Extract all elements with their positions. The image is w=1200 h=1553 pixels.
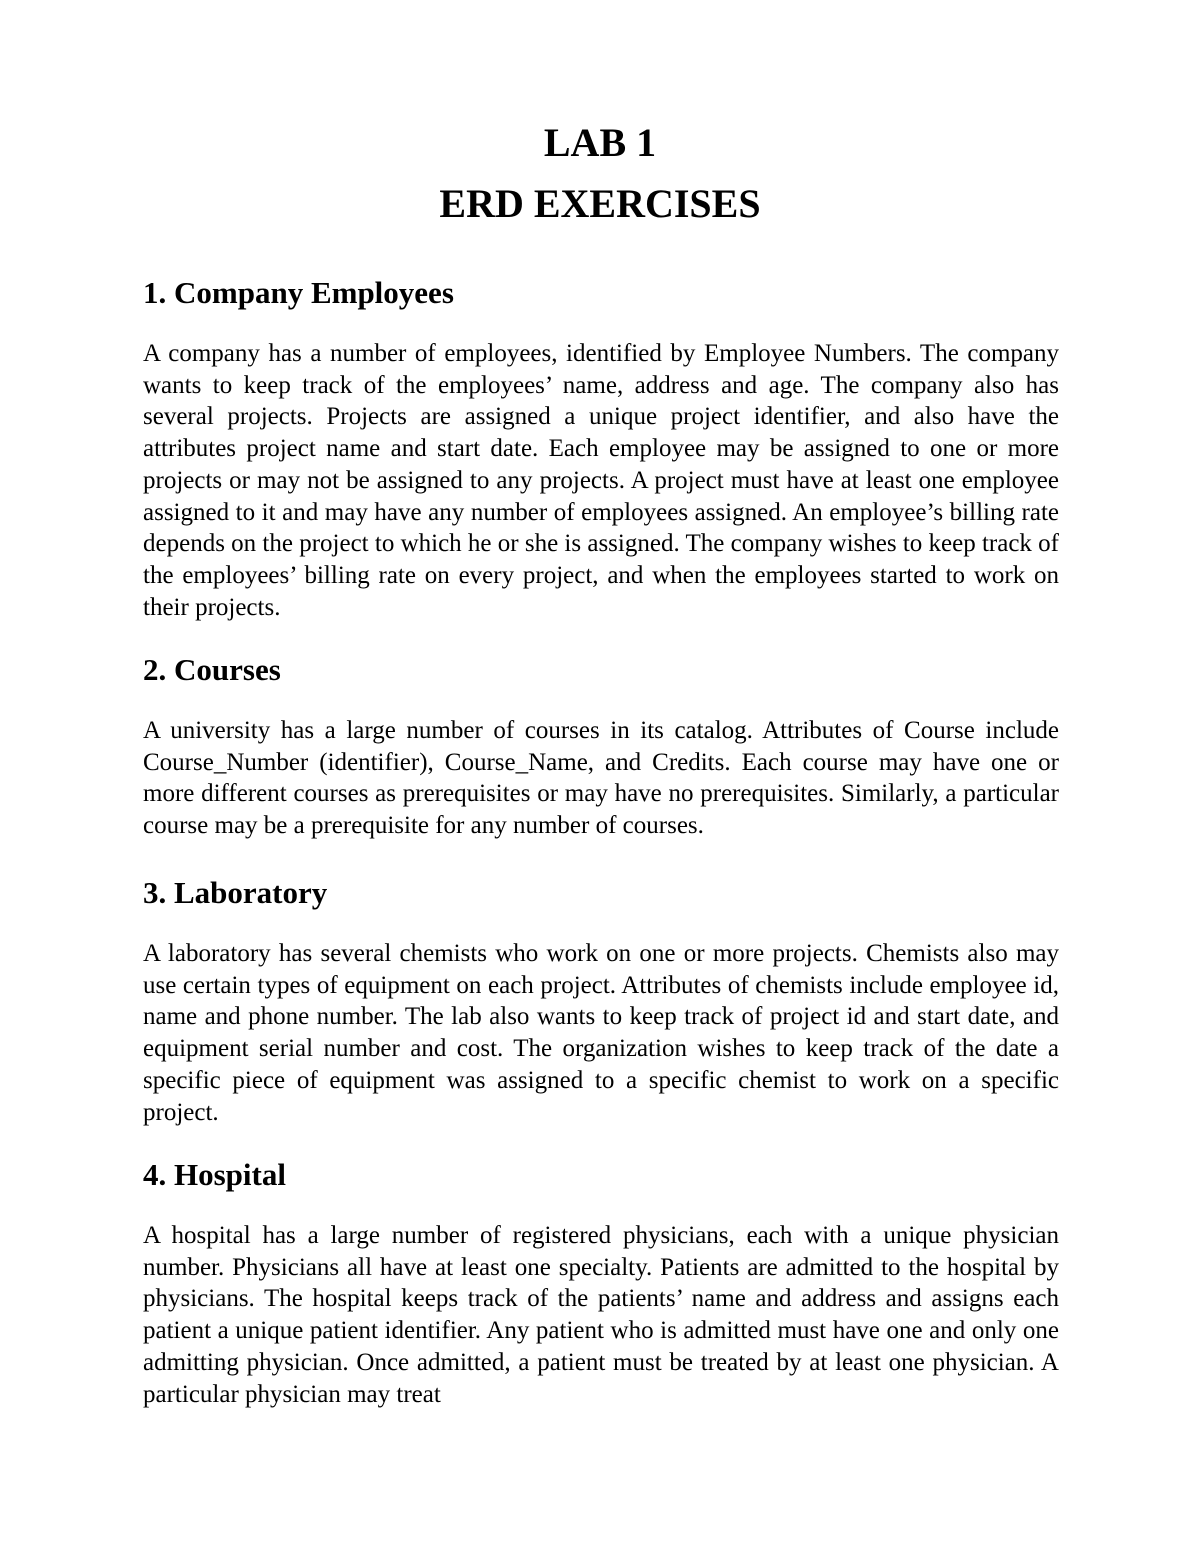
section-company-employees [143, 273, 1059, 623]
section-laboratory [143, 873, 1059, 1128]
section-courses [143, 650, 1059, 842]
section-heading: 2. Courses [143, 652, 281, 687]
section-heading: 4. Hospital [143, 1157, 286, 1192]
section-heading: 3. Laboratory [143, 875, 328, 910]
section-body: A hospital has a large number of registered physicians, each with a unique physician number. Physicians all have at least one specialty. Patients are admitted to the hospital by physicians. The hospital keeps track of the patients’ name and address and assigns each patient a unique patient identifier. Any patient who is admitted must have one and only one admitting physician. Once admitted, a patient must be treated by at least one physician. A particular physician may treat [143, 1222, 1059, 1408]
document-subtitle: ERD EXERCISES [439, 181, 761, 226]
document-title: LAB 1 [543, 120, 657, 165]
section-hospital [143, 1155, 1059, 1410]
section-body: A laboratory has several chemists who work on one or more projects. Chemists also may use certain types of equipment on each project. Attributes of chemists include employee id, name and phone number. The lab also wants to keep track of project id and start date, and equipment serial number and cost. The organization wishes to keep track of the date a specific piece of equipment was assigned to a specific chemist to work on a specific project. [143, 940, 1059, 1126]
section-heading: 1. Company Employees [143, 275, 454, 310]
section-body: A company has a number of employees, identified by Employee Numbers. The company wants to keep track of the employees’ name, address and age. The company also has several projects. Projects are assigned a unique project identifier, and also have the attributes project name and start date. Each employee may be assigned to one or more projects or may not be assigned to any projects. A project must have at least one employee assigned to it and may have any number of employees assigned. An employee’s billing rate depends on the project to which he or she is assigned. The company wishes to keep track of the employees’ billing rate on every project, and when the employees started to work on their projects. [143, 340, 1059, 621]
section-body: A university has a large number of courses in its catalog. Attributes of Course include Course_Number (identifier), Course_Name, and Credits. Each course may have one or more different courses as prerequisites or may have no prerequisites. Similarly, a particular course may be a prerequisite for any number of courses. [143, 717, 1059, 840]
